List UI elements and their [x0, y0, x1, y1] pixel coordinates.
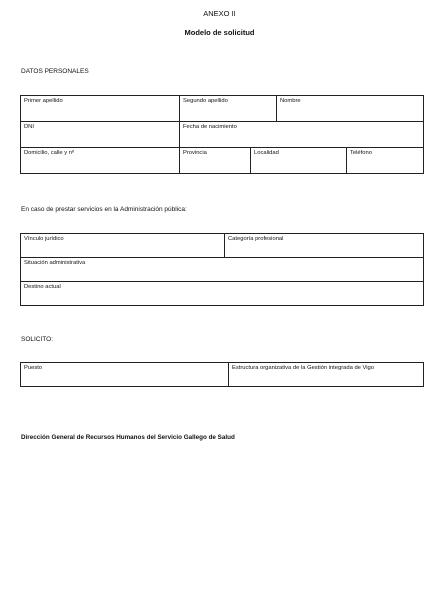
addressee-text: Dirección General de Recursos Humanos del Servicio Gallego de Salud: [21, 434, 235, 441]
phone-label: Teléfono: [350, 150, 372, 156]
first-surname-field[interactable]: [21, 96, 180, 122]
page-title: Modelo de solicitud: [184, 28, 255, 37]
professional-category-label: Categoría profesional: [228, 236, 284, 242]
locality-field[interactable]: [251, 148, 347, 174]
admin-situation-field[interactable]: [21, 258, 424, 282]
locality-label: Localidad: [254, 150, 279, 156]
personal-data-table: [20, 95, 424, 174]
request-heading: SOLICITO:: [21, 336, 54, 343]
dni-label: DNI: [24, 124, 34, 130]
dni-field[interactable]: [21, 122, 180, 148]
name-label: Nombre: [280, 98, 301, 104]
phone-field[interactable]: [347, 148, 424, 174]
province-field[interactable]: [180, 148, 251, 174]
legal-bond-field[interactable]: [21, 234, 225, 258]
province-label: Provincia: [183, 150, 207, 156]
address-label: Domicilio, calle y nº: [24, 150, 75, 156]
public-admin-table: [20, 233, 424, 306]
position-field[interactable]: [21, 363, 229, 387]
admin-situation-label: Situación administrativa: [24, 260, 86, 266]
position-label: Puesto: [24, 365, 43, 371]
org-structure-field[interactable]: [229, 363, 424, 387]
birth-date-field[interactable]: [180, 122, 424, 148]
address-field[interactable]: [21, 148, 180, 174]
legal-bond-label: Vínculo jurídico: [24, 236, 64, 242]
request-table: [20, 362, 424, 387]
public-admin-heading: En caso de prestar servicios en la Administración pública:: [21, 206, 187, 213]
name-field[interactable]: [277, 96, 424, 122]
second-surname-label: Segundo apellido: [183, 98, 228, 104]
annex-label: ANEXO II: [203, 9, 236, 18]
personal-data-heading: DATOS PERSONALES: [21, 68, 89, 75]
current-post-field[interactable]: [21, 282, 424, 306]
org-structure-label: Estructura organizativa de la Gestión integrada de Vigo: [232, 365, 375, 371]
first-surname-label: Primer apellido: [24, 98, 63, 104]
birth-date-label: Fecha de nacimiento: [183, 124, 237, 130]
professional-category-field[interactable]: [225, 234, 424, 258]
current-post-label: Destino actual: [24, 284, 61, 290]
second-surname-field[interactable]: [180, 96, 277, 122]
